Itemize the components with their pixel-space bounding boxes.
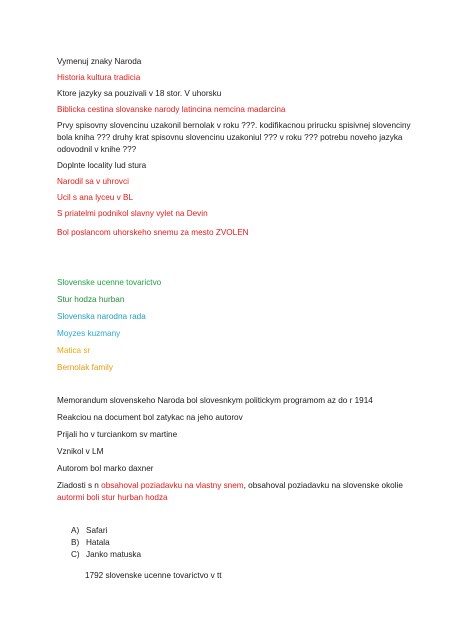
question-text: Vymenuj znaky Naroda [57,57,142,66]
answer-text: Ucil s ana lyceu v BL [57,193,133,202]
answer-text: Historia kultura tradicia [57,73,141,82]
option-text: Safari [86,526,108,535]
footnote-text: 1792 slovenske ucenne tovarictvo v tt [85,571,222,580]
paragraph-line: odovodnil v knihe ??? [57,145,137,154]
statement-text: Ziadosti s n [57,481,102,490]
option-text: Janko matuska [86,550,142,559]
statement-text: Prijali ho v turciankom sv martine [57,430,178,439]
statement-text: Autorom bol marko daxner [57,464,154,473]
paragraph-line: Prvy spisovny slovencinu uzakonil bernolak v roku ???. kodifikacnou prirucku spisivnej slovenciny [57,121,411,130]
option-letter: A) [71,526,80,535]
question-text: Ktore jazyky sa pouzivali v 18 stor. V uhorsku [57,89,222,98]
statement-text: Reakciou na document bol zatykac na jeho autorov [57,413,243,422]
highlighted-text: obsahoval poziadavku na vlastny snem [101,481,244,490]
list-item: Slovenska narodna rada [57,312,146,321]
option-letter: C) [71,550,80,559]
list-item: Stur hodza hurban [57,295,125,304]
statement-text: , obsahoval poziadavku na slovenske okolie [243,481,403,490]
mixed-statement [57,481,403,491]
question-text: Doplnte locality lud stura [57,161,147,170]
highlighted-text: autormi boli stur hurban hodza [57,493,168,502]
option-letter: B) [71,538,80,547]
statement-text: Memorandum slovenskeho Naroda bol slovesnkym politickym programom az do r 1914 [57,396,373,405]
answer-text: Biblicka cestina slovanske narody latincina nemcina madarcina [57,105,286,114]
answer-text: Narodil sa v uhrovci [57,177,129,186]
paragraph-line: bola kniha ??? druhy krat spisovnu slovencinu uzakoniul ??? v roku ??? potrebu noveho jazyka [57,133,403,142]
list-item: Slovenske ucenne tovarictvo [57,278,162,287]
statement-text: Vznikol v LM [57,447,104,456]
answer-text: Bol poslancom uhorskeho snemu za mesto ZVOLEN [57,228,249,237]
list-item: Matica sr [57,346,91,355]
answer-text: S priatelmi podnikol slavny vylet na Devin [57,209,208,218]
option-text: Hatala [86,538,110,547]
list-item: Moyzes kuzmany [57,329,121,338]
list-item: Bernolak family [57,363,113,372]
